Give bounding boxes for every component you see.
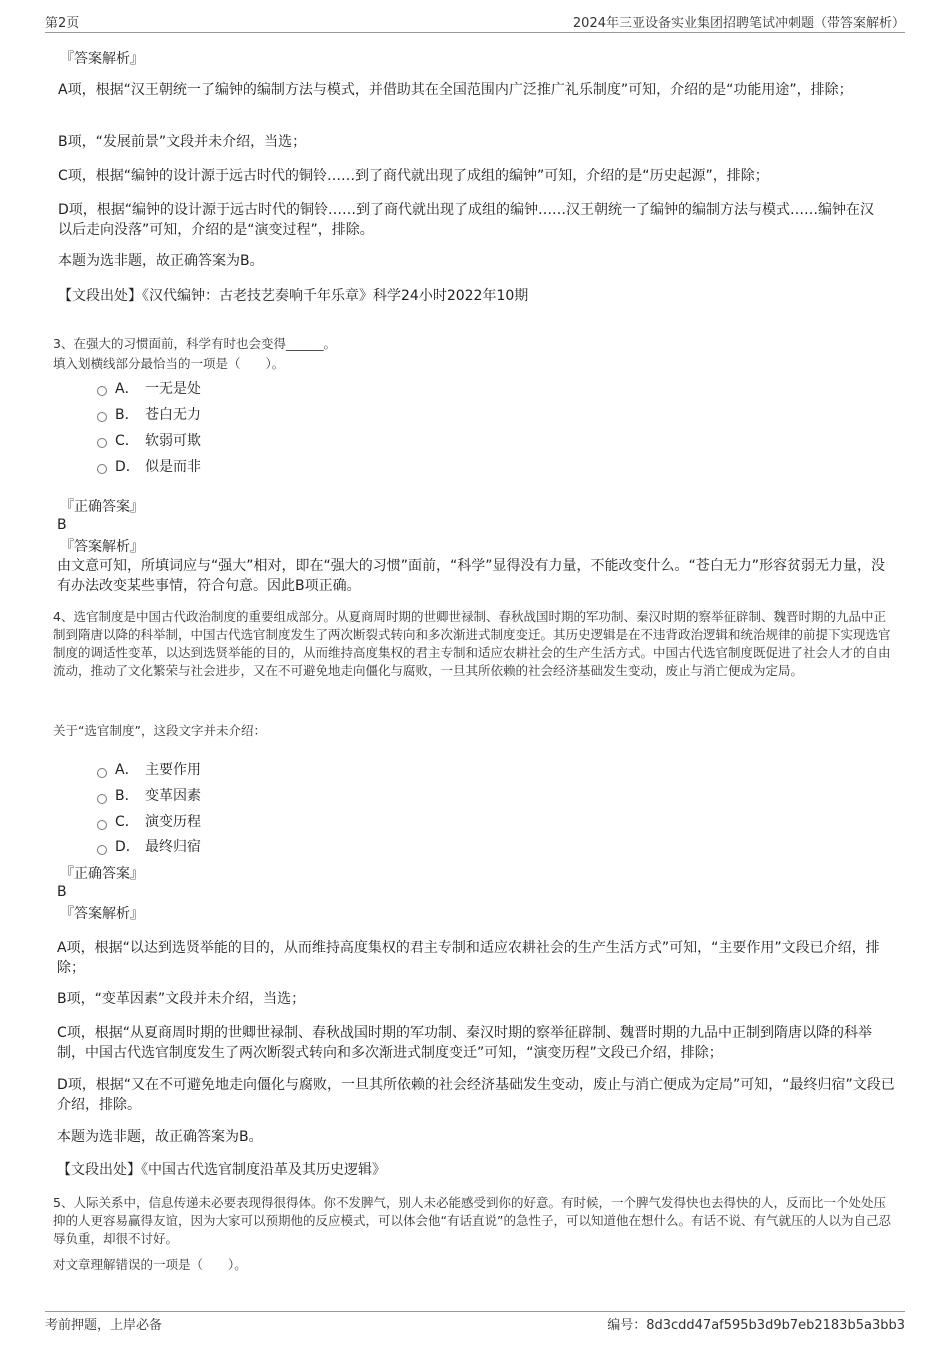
radio-option-a[interactable] [97, 768, 107, 778]
question-prompt: 填入划横线部分最恰当的一项是（ ）。 [53, 356, 285, 371]
question-stem: 3、在强大的习惯面前，科学有时也会变得______。 [53, 336, 336, 351]
option-a[interactable] [115, 378, 201, 398]
footer-divider [45, 1311, 905, 1312]
radio-option-b[interactable] [97, 794, 107, 804]
footer-slogan: 考前押题，上岸必备 [45, 1318, 163, 1333]
option-text: 演变历程 [145, 814, 201, 830]
analysis-option-b: B项，“发展前景”文段并未介绍，当选； [58, 134, 307, 150]
source-note: 【文段出处】《汉代编钟：古老技艺奏响千年乐章》科学24小时2022年10期 [58, 288, 529, 304]
analysis-text: 由文意可知，所填词应与“强大”相对，即在“强大的习惯”面前，“科学”显得没有力量，不能改变什么。“苍白无力”形容贫弱无力量，没有办法改变某些事情，符合句意。因此B项正确。 [57, 558, 886, 594]
option-c[interactable] [115, 811, 201, 831]
correct-answer-heading: 『正确答案』 [60, 499, 144, 515]
option-label: B． [115, 788, 139, 804]
question-prompt: 对文章理解错误的一项是（ ）。 [53, 1257, 247, 1272]
analysis-option-d: D项，根据“又在不可避免地走向僵化与腐败，一旦其所依赖的社会经济基础发生变动，废止与消亡便成为定局”可知，“最终归宿”文段已介绍，排除。 [57, 1077, 895, 1113]
option-text: 变革因素 [145, 788, 201, 804]
option-a[interactable] [115, 759, 201, 779]
option-label: C． [115, 814, 139, 830]
radio-option-a[interactable] [97, 386, 107, 396]
radio-option-c[interactable] [97, 820, 107, 830]
option-text: 似是而非 [145, 459, 201, 475]
analysis-conclusion: 本题为选非题，故正确答案为B。 [57, 1129, 263, 1145]
analysis-option-d: D项，根据“编钟的设计源于远古时代的铜铃……到了商代就出现了成组的编钟……汉王朝统一了编钟的编制方法与模式……编钟在汉以后走向没落”可知，介绍的是“演变过程”，排除。 [58, 202, 875, 238]
option-c[interactable] [115, 430, 201, 450]
option-text: 最终归宿 [145, 839, 201, 855]
radio-option-d[interactable] [97, 464, 107, 474]
option-label: C． [115, 433, 139, 449]
question-stem: 5、人际关系中，信息传递未必要表现得很得体。你不发脾气，别人未必能感受到你的好意。有时候，一个脾气发得快也去得快的人，反而比一个处处压抑的人更容易赢得友谊，因为大家可以预期他的反应模式，可以体会他“有话直说”的急性子，可以知道他在想什么。有话不说、有气就压的人以为自己忍辱负重，却很不讨好。 [53, 1195, 891, 1246]
option-text: 软弱可欺 [145, 433, 201, 449]
radio-option-b[interactable] [97, 412, 107, 422]
question-stem: 4、选官制度是中国古代政治制度的重要组成部分。从夏商周时期的世卿世禄制、春秋战国时期的军功制、秦汉时期的察举征辟制、魏晋时期的九品中正制到隋唐以降的科举制，中国古代选官制度发生了两次断裂式转向和多次渐进式制度变迁。其历史逻辑是在不违背政治逻辑和统治规律的前提下实现选官制度的调适性变革，以达到选贤举能的目的，从而维持高度集权的君主专制和适应农耕社会的生产生活方式。中国古代选官制度既促进了社会人才的自由流动，推动了文化繁荣与社会进步，又在不可避免地走向僵化与腐败，一旦其所依赖的社会经济基础发生变动，废止与消亡便成为定局。 [53, 609, 891, 678]
option-label: A． [115, 381, 139, 397]
radio-option-d[interactable] [97, 845, 107, 855]
question-prompt: 关于“选官制度”，这段文字并未介绍： [53, 723, 266, 738]
correct-answer-heading: 『正确答案』 [60, 866, 144, 882]
correct-answer: B [57, 517, 67, 533]
option-d[interactable] [115, 836, 201, 856]
header-divider [45, 32, 905, 33]
analysis-heading: 『答案解析』 [60, 906, 144, 922]
option-d[interactable] [115, 456, 201, 476]
analysis-option-c: C项，根据“从夏商周时期的世卿世禄制、春秋战国时期的军功制、秦汉时期的察举征辟制、魏晋时期的九品中正制到隋唐以降的科举制，中国古代选官制度发生了两次断裂式转向和多次渐进式制度变迁”可知，“演变历程”文段已介绍，排除； [57, 1025, 873, 1061]
document-id: 编号：8d3cdd47af595b3d9b7eb2183b5a3bb3 [607, 1318, 905, 1333]
option-label: A． [115, 762, 139, 778]
option-text: 苍白无力 [145, 407, 201, 423]
analysis-conclusion: 本题为选非题，故正确答案为B。 [58, 253, 264, 269]
option-text: 一无是处 [145, 381, 201, 397]
option-text: 主要作用 [145, 762, 201, 778]
analysis-heading: 『答案解析』 [60, 51, 144, 67]
radio-option-c[interactable] [97, 438, 107, 448]
correct-answer: B [57, 884, 67, 900]
option-label: D． [115, 459, 140, 475]
analysis-heading: 『答案解析』 [60, 539, 144, 555]
document-title: 2024年三亚设备实业集团招聘笔试冲刺题（带答案解析） [572, 16, 905, 31]
option-b[interactable] [115, 404, 201, 424]
analysis-option-c: C项，根据“编钟的设计源于远古时代的铜铃……到了商代就出现了成组的编钟”可知，介绍的是“历史起源”，排除； [58, 168, 769, 184]
analysis-option-a: A项，根据“以达到选贤举能的目的，从而维持高度集权的君主专制和适应农耕社会的生产生活方式”可知，“主要作用”文段已介绍，排除； [57, 940, 880, 976]
analysis-option-a: A项，根据“汉王朝统一了编钟的编制方法与模式，并借助其在全国范围内广泛推广礼乐制度”可知，介绍的是“功能用途”，排除； [58, 82, 853, 98]
analysis-option-b: B项，“变革因素”文段并未介绍，当选； [57, 991, 306, 1007]
option-label: B． [115, 407, 139, 423]
option-b[interactable] [115, 785, 201, 805]
source-note: 【文段出处】《中国古代选官制度沿革及其历史逻辑》 [57, 1162, 386, 1178]
option-label: D． [115, 839, 140, 855]
page-number: 第2页 [45, 16, 80, 31]
